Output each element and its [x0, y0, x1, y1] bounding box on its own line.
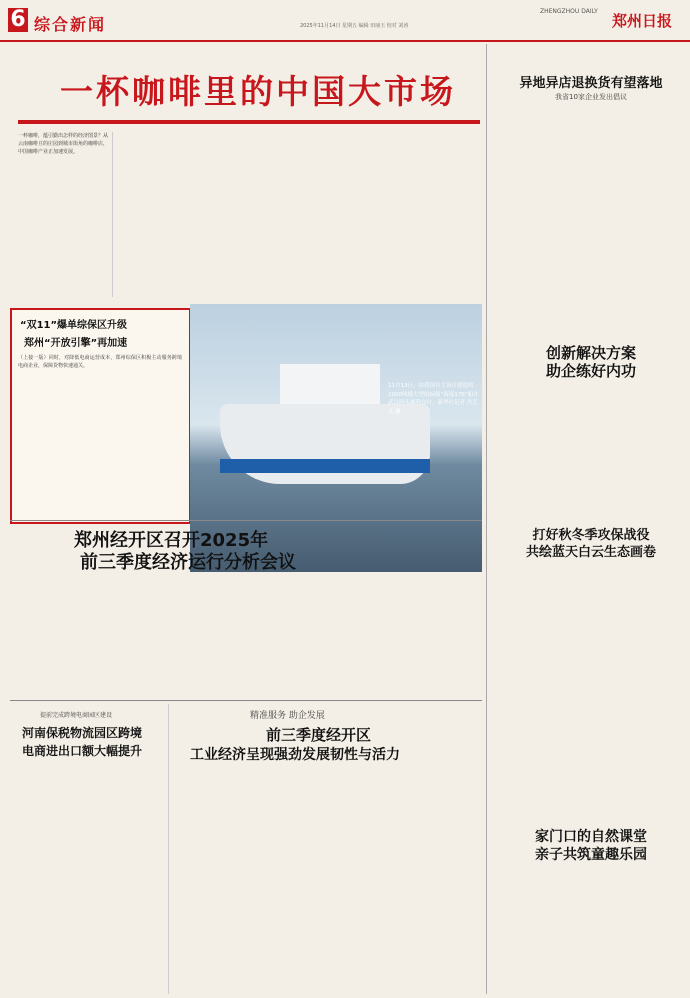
double11-title-line1: “双11”爆单综保区升级 — [20, 320, 128, 331]
bottom-left-title1: 河南保税物流园区跨境 — [22, 726, 143, 740]
right-lower-title2: 共绘蓝天白云生态画卷 — [525, 545, 656, 560]
bottom-left-kicker: 提前完成跨境电商园区建设 — [40, 712, 113, 719]
masthead-english: ZHENGZHOU DAILY — [540, 8, 598, 15]
double11-title-line2: 郑州“开放引擎”再加速 — [24, 338, 128, 349]
header-rule — [0, 40, 690, 42]
right-top-body — [496, 106, 684, 336]
hero-rule — [18, 120, 480, 124]
page-number: 6 — [8, 8, 28, 32]
coffee-body: 一杯咖啡，蕴引勤出怎样的经济图景？从云南咖啡豆的庄园到城市街角的咖啡店，中国咖啡产业正加速发展。 — [18, 133, 109, 155]
etdz-title-line2: 前三季度经济运行分析会议 — [80, 552, 296, 573]
right-bottom-title1: 家门口的自然课堂 — [535, 829, 647, 845]
section-rule — [10, 520, 482, 521]
right-column-divider — [486, 44, 487, 994]
ship-band — [220, 459, 430, 473]
photo-caption: 11月13日，由我国自主设计建造的2000吨级大型航标船“海巡176”船在武汉码头顺利交付。新华社记者 肖艺九 摄 — [388, 383, 479, 415]
right-bottom-title2: 亲子共筑童趣乐园 — [535, 847, 647, 863]
coffee-body-col1 — [18, 132, 108, 302]
double11-article[interactable] — [10, 308, 191, 524]
right-mid-body — [496, 384, 684, 504]
right-lower-title1: 打好秋冬季攻保战役 — [532, 528, 650, 543]
etdz-body — [14, 578, 482, 698]
bottom-mid-body — [176, 770, 478, 992]
right-bottom-body — [496, 866, 684, 994]
hero-title: 一杯咖啡里的中国大市场 — [60, 72, 456, 111]
bottom-mid-kicker: 精准服务 助企发展 — [250, 711, 325, 721]
bottom-mid-title: 前三季度经开区 — [266, 726, 372, 744]
bottom-mid-title2: 工业经济呈现强劲发展韧性与活力 — [190, 747, 400, 763]
bottom-divider — [168, 704, 169, 994]
right-mid-title1: 创新解决方案 — [545, 344, 636, 362]
double11-body: （上接一版）同时，对降低电商运营成本，郑州综保区积极主动服务跨境电商企业，保障货物快速通关。 — [18, 355, 182, 369]
masthead-logo: 郑州日报 — [612, 12, 673, 30]
column-divider — [112, 132, 113, 297]
right-top-subtitle: 我省10家企业发出倡议 — [555, 93, 627, 101]
bottom-left-body — [14, 766, 164, 992]
bottom-left-title2: 电商进出口额大幅提升 — [22, 744, 143, 758]
section-title: 综合新闻 — [34, 15, 107, 34]
right-mid-title2: 助企练好内功 — [545, 362, 636, 380]
right-top-title: 异地异店退换货有望落地 — [519, 76, 663, 91]
right-lower-body — [496, 566, 684, 816]
bottom-rule — [10, 700, 482, 701]
etdz-title-line1: 郑州经开区召开2025年 — [74, 530, 269, 551]
issue-info: 2025年11月14日 星期五 编辑 田丽玉 校对 刘涛 — [300, 23, 409, 29]
